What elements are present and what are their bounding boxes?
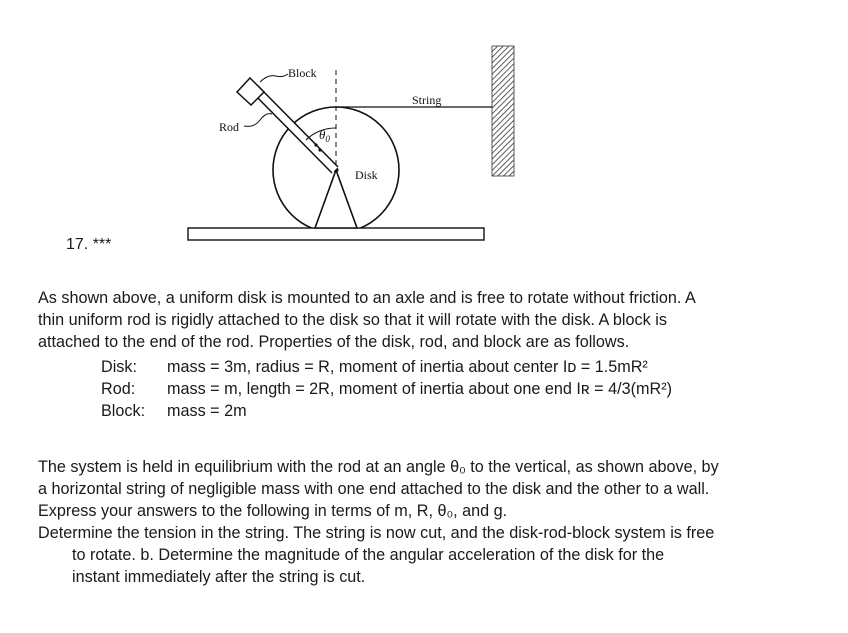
body-line-1: The system is held in equilibrium with the rod at an angle θ₀ to the vertical, as shown above, by xyxy=(38,458,719,476)
ground-base xyxy=(188,228,484,240)
property-name: Disk: xyxy=(101,358,137,376)
problem-number: 17. *** xyxy=(66,236,112,253)
intro-line-2: thin uniform rod is rigidly attached to the disk so that it will rotate with the disk. A block is xyxy=(38,311,667,329)
label-string: String xyxy=(412,93,442,107)
body-line-6: instant immediately after the string is cut. xyxy=(72,568,366,586)
label-rod: Rod xyxy=(219,120,240,134)
property-name: Rod: xyxy=(101,380,136,398)
property-block xyxy=(101,400,672,422)
intro-line-1: As shown above, a uniform disk is mounted to an axle and is free to rotate without friction. A xyxy=(38,289,696,307)
label-block: Block xyxy=(288,66,317,80)
physics-diagram xyxy=(0,0,848,260)
property-value: mass = 3m, radius = R, moment of inertia about center Iᴅ = 1.5mR² xyxy=(167,358,648,376)
property-disk xyxy=(101,356,672,378)
wall xyxy=(492,46,514,176)
body-line-2: a horizontal string of negligible mass with one end attached to the disk and the other to a wall. xyxy=(38,480,710,498)
intro-line-3: attached to the end of the rod. Properties of the disk, rod, and block are as follows. xyxy=(38,333,630,351)
property-name: Block: xyxy=(101,402,146,420)
body-line-5: to rotate. b. Determine the magnitude of the angular acceleration of the disk for the xyxy=(72,546,665,564)
property-value: mass = m, length = 2R, moment of inertia about one end Iʀ = 4/3(mR²) xyxy=(167,380,672,398)
label-theta: $\theta_0$ xyxy=(319,127,330,144)
block-leader xyxy=(260,74,288,82)
property-rod xyxy=(101,378,672,400)
property-value: mass = 2m xyxy=(167,402,247,420)
properties-list xyxy=(101,356,672,422)
label-disk: Disk xyxy=(355,168,378,182)
rod-leader xyxy=(244,114,272,127)
body-line-3: Express your answers to the following in terms of m, R, θ₀, and g. xyxy=(38,502,508,520)
body-line-4: Determine the tension in the string. The string is now cut, and the disk-rod-block system is free xyxy=(38,524,715,542)
